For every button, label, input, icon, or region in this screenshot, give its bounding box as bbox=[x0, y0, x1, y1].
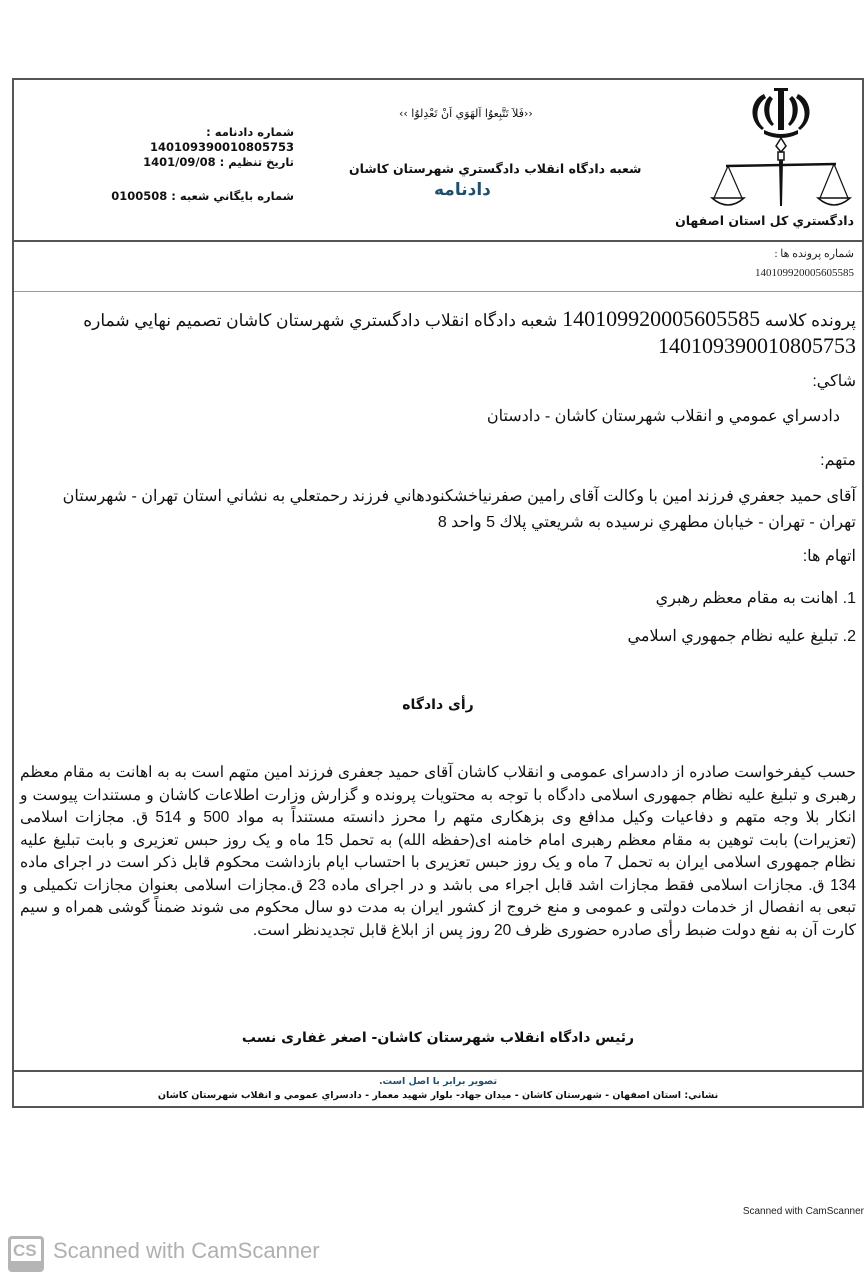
camscanner-logo-bar bbox=[11, 1261, 41, 1269]
case-summary-line bbox=[26, 306, 856, 360]
case-number: 140109920005605585 bbox=[562, 306, 761, 331]
accused-label: متهم: bbox=[820, 452, 856, 469]
verdict-document bbox=[12, 78, 864, 1108]
complainant-label: شاكي: bbox=[812, 373, 856, 390]
ruling-text: حسب کیفرخواست صادره از دادسرای عمومی و انقلاب کاشان آقای حمید جعفری فرزند امین متهم است به به اهانت به مقام معظم رهبری و تبلیغ علیه نظام جمهوری اسلامی دادگاه با توجه به محتویات پرونده و گزارش وزارت اطلاعات کاشان و مستندات پیوست و انکار بلا وجه متهم و دفاعیات وکیل مدافع وی بزهکاری متهم را محرز دانسته مستنداً به مواد 500 و 514 ق. مجازات اسلامی (تعزیرات) بابت توهین به مقام معظم رهبری امام خامنه ای(حفظه الله) به تحمل 15 ماه و یک روز حبس تعزیری و بابت تبلیغ علیه نظام جمهوری اسلامی ایران به تحمل 7 ماه و یک روز حبس تعزیری با احتساب ایام بازداشت محکوم قابل ذکر است در اجرای ماده 134 ق. مجازات اسلامی فقط مجازات اشد قابل اجراء می باشد و در اجرای ماده 23 ق.مجازات اسلامی بعنوان مجازات تکمیلی و تبعی به انفصال از خدمات دولتی و عمومی و منع خروج از کشور ایران به مدت دو سال محکوم می شوند ضمناً گوشی همراه و سیم کارت آن به نفع دولت ضبط رأی صادره حضوری ظرف 20 روز پس از ابلاغ قابل تجدیدنظر است. bbox=[20, 764, 857, 939]
camscanner-watermark-small: Scanned with CamScanner bbox=[742, 1206, 864, 1217]
charge-item: 2. تبليغ عليه نظام جمهوري اسلامي bbox=[627, 628, 856, 645]
court-name: شعبه دادگاه انقلاب دادگستري شهرستان كاشان bbox=[349, 161, 642, 176]
charges-list bbox=[26, 580, 856, 656]
document-header bbox=[14, 80, 862, 242]
court-address: نشاني: استان اصفهان - شهرستان كاشان - ميدان جهاد- بلوار شهيد معمار - دادسراي عمومي و انقلاب شهرستان كاشان bbox=[157, 1090, 719, 1101]
case-middle: شعبه دادگاه انقلاب دادگستري شهرستان كاشان تصميم نهايي شماره bbox=[83, 311, 558, 330]
document-title: دادنامه bbox=[434, 180, 491, 200]
issue-date: تاريخ تنظيم : 1401/09/08 bbox=[143, 155, 294, 169]
copy-certification: تصوير برابر با اصل است. bbox=[378, 1076, 498, 1087]
province-justice-caption: دادگستري كل استان اصفهان bbox=[675, 213, 854, 228]
accused-value: آقاى حميد جعفري فرزند امين با وكالت آقاى رامين صفرنياخشكنودهاني فرزند رحمتعلي به نشاني استان تهران - شهرستان تهران - تهران - خيابان مطهري نرسيده به شريعتي پلاك 5 واحد 8 bbox=[62, 488, 856, 531]
ruling-title: رأی دادگاه bbox=[402, 697, 474, 713]
judge-signature: رئيس دادگاه انقلاب شهرستان كاشان- اصغر غفارى نسب bbox=[241, 1030, 635, 1046]
case-files bbox=[755, 245, 854, 283]
archive-number: شماره بايگاني شعبه : 0100508 bbox=[111, 189, 294, 203]
case-files-label: شماره پرونده ها : bbox=[774, 248, 854, 260]
quran-verse: ‹‹فَلاَ تَتَّبِعوُا اَلهَوَي اَنْ تَعْدِلوُا ›› bbox=[399, 107, 533, 120]
charges-label: اتهام ها: bbox=[802, 548, 856, 565]
complainant-value: دادسراي عمومي و انقلاب شهرستان كاشان - دادستان bbox=[486, 408, 840, 425]
decision-number: 140109390010805753 bbox=[658, 333, 856, 358]
document-footer bbox=[14, 1070, 862, 1108]
charge-item: 1. اهانت به مقام معظم رهبري bbox=[655, 590, 856, 607]
camscanner-logo-icon bbox=[8, 1236, 44, 1272]
camscanner-watermark-large: Scanned with CamScanner bbox=[53, 1238, 320, 1263]
verdict-meta bbox=[84, 125, 294, 204]
judiciary-emblem-icon bbox=[706, 86, 856, 216]
camscanner-logo-text: CS bbox=[13, 1241, 37, 1260]
verdict-number: شماره دادنامه : 140109390010805753 bbox=[149, 125, 294, 154]
case-files-number: 140109920005605585 bbox=[755, 267, 854, 279]
case-prefix: پرونده كلاسه bbox=[764, 311, 856, 330]
divider bbox=[14, 291, 862, 292]
